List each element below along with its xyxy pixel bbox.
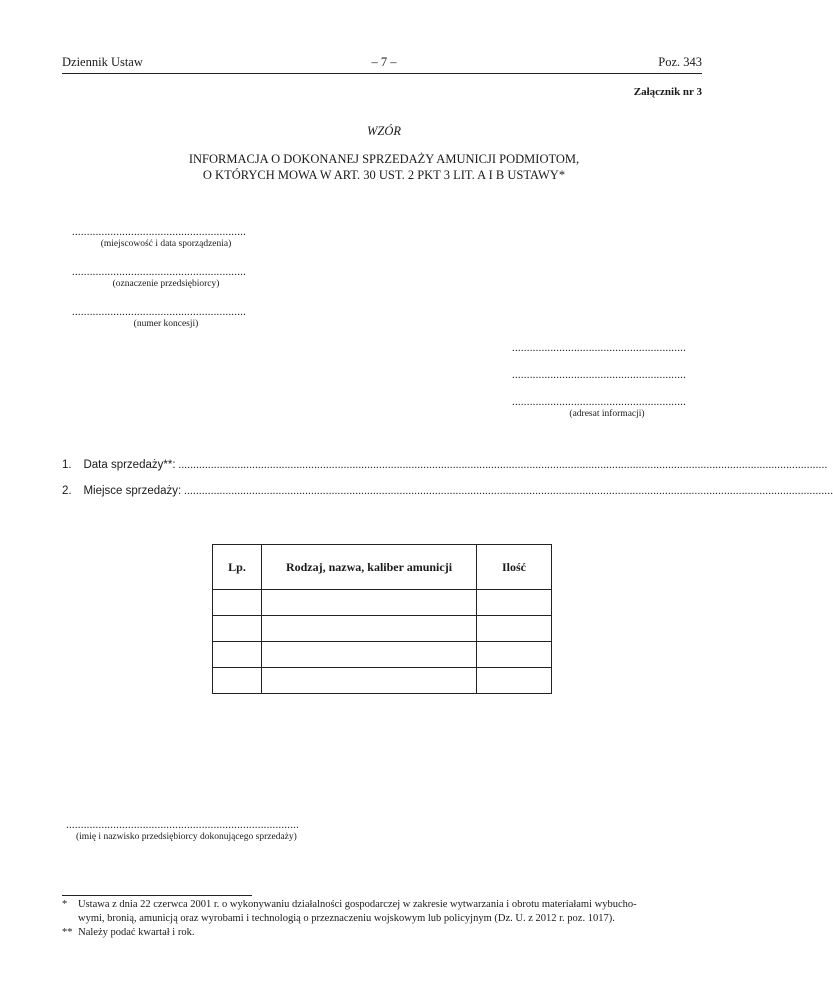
addressee-caption: (adresat informacji) (569, 409, 645, 419)
table-row (213, 590, 552, 616)
title-line-2: O KTÓRYCH MOWA W ART. 30 UST. 2 PKT 3 LIT. A I B USTAWY* (202, 168, 566, 182)
header-type: Rodzaj, nazwa, kaliber amunicji (262, 545, 477, 590)
table-cell (213, 590, 262, 616)
place-date-dots: ........................................................... (72, 226, 247, 238)
sale-place-number: 2. (62, 485, 72, 497)
sale-date-label: Data sprzedaży**: (83, 459, 176, 471)
sale-date-dots: ............................................................................................................................................................................................................................ (178, 459, 828, 471)
table-row (213, 668, 552, 694)
table-cell (262, 616, 477, 642)
signature-block (66, 819, 336, 842)
header-quantity: Ilość (477, 545, 552, 590)
entrepreneur-dots: ........................................................... (72, 266, 247, 278)
table-cell (213, 642, 262, 668)
sale-place-item (62, 485, 833, 497)
document-title (0, 151, 768, 183)
ammunition-table (212, 544, 552, 694)
position-number: Poz. 343 (658, 55, 702, 69)
license-caption: (numer koncesji) (133, 319, 199, 329)
addressee-block (512, 342, 702, 419)
title-line-1: INFORMACJA O DOKONANEJ SPRZEDAŻY AMUNICJI PODMIOTOM, (188, 152, 580, 166)
footnote-1-line-1: Ustawa z dnia 22 czerwca 2001 r. o wykonywaniu działalności gospodarczej w zakresie wytwarzania i obrotu materiałami wybucho- (78, 899, 637, 910)
license-dots: ........................................................... (72, 306, 247, 318)
entrepreneur-caption: (oznaczenie przedsiębiorcy) (112, 279, 220, 289)
addressee-line-3: ........................................................... (512, 396, 687, 408)
place-date-field (72, 226, 260, 249)
template-label: WZÓR (366, 124, 402, 138)
sale-place-dots: ............................................................................................................................................................................................................................ (184, 485, 833, 497)
table-row (213, 616, 552, 642)
footnote-2 (62, 926, 722, 940)
entrepreneur-field (72, 266, 260, 289)
header-rule (62, 73, 702, 74)
table-cell (477, 668, 552, 694)
sale-place-label: Miejsce sprzedaży: (83, 485, 182, 497)
table-cell (213, 668, 262, 694)
footnote-1-mark: * (62, 899, 68, 910)
license-field (72, 306, 260, 329)
signature-caption: (imię i nazwisko przedsiębiorcy dokonującego sprzedaży) (76, 832, 297, 842)
journal-name: Dziennik Ustaw (62, 55, 143, 69)
addressee-line-2: ........................................................... (512, 369, 687, 381)
sale-date-item (62, 459, 828, 471)
place-date-caption: (miejscowość i data sporządzenia) (100, 239, 232, 249)
table-cell (477, 642, 552, 668)
table-cell (262, 668, 477, 694)
table-row (213, 642, 552, 668)
addressee-line-1: ........................................................... (512, 342, 687, 354)
table-cell (213, 616, 262, 642)
sale-date-number: 1. (62, 459, 72, 471)
table-cell (262, 642, 477, 668)
footnote-2-mark: ** (62, 927, 73, 938)
table-cell (477, 616, 552, 642)
signature-dots: ............................................................................... (66, 819, 300, 831)
table-header-row (213, 545, 552, 590)
footnote-1-line-2: wymi, bronią, amunicją oraz wyrobami i technologią o przeznaczeniu wojskowym lub policyjnym (Dz. U. z 2012 r. poz. 1017). (78, 913, 615, 924)
footnote-2-text: Należy podać kwartał i rok. (78, 927, 195, 938)
page-number: – 7 – (371, 55, 397, 69)
footnote-1 (62, 898, 722, 926)
annex-label: Załącznik nr 3 (633, 86, 702, 98)
header-lp: Lp. (213, 545, 262, 590)
table-cell (262, 590, 477, 616)
table-cell (477, 590, 552, 616)
footnote-rule (62, 895, 252, 896)
